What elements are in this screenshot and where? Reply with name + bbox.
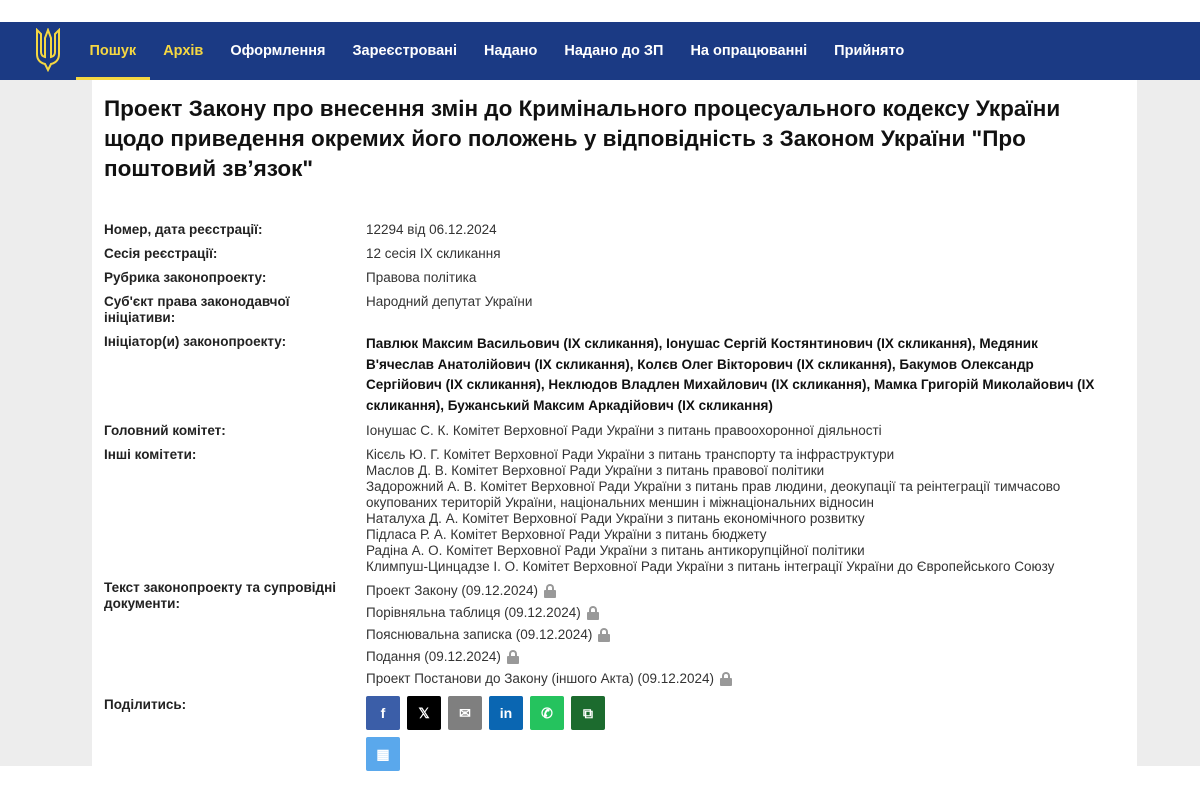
share-buttons: [366, 696, 626, 771]
email-icon: ✉: [459, 704, 471, 721]
facebook-icon: f: [380, 705, 386, 721]
linkedin-share-button[interactable]: [489, 696, 523, 730]
nav-item[interactable]: Архів: [163, 43, 204, 59]
document-title[interactable]: Пояснювальна записка (09.12.2024): [366, 627, 593, 642]
field-value: [366, 580, 1104, 690]
committee-item: Кісєль Ю. Г. Комітет Верховної Ради України з питань транспорту та інфраструктури: [366, 447, 895, 462]
committee-item: Маслов Д. В. Комітет Верховної Ради України з питань правової політики: [366, 463, 825, 478]
field-row: [104, 334, 1104, 416]
field-label: Ініціатор(и) законопроекту:: [104, 334, 287, 349]
document-title[interactable]: Порівняльна таблиця (09.12.2024): [366, 605, 581, 620]
field-label: Суб'єкт права законодавчої ініціативи:: [104, 294, 290, 325]
field-label: Інші комітети:: [104, 447, 197, 462]
qr-code-share-button[interactable]: [366, 737, 400, 771]
committee-item: Підласа Р. А. Комітет Верховної Ради України з питань бюджету: [366, 527, 767, 542]
field-value: 12 сесія IX скликання: [366, 246, 501, 261]
field-value: Народний депутат України: [366, 294, 533, 309]
field-value: Іонушас С. К. Комітет Верховної Ради України з питань правоохоронної діяльності: [366, 423, 882, 438]
linkedin-icon: in: [499, 705, 513, 721]
whatsapp-share-button[interactable]: [530, 696, 564, 730]
trident-logo-icon[interactable]: [34, 28, 62, 72]
nav-item[interactable]: Надано до ЗП: [564, 43, 664, 59]
top-navbar: [0, 22, 1200, 80]
document-title[interactable]: Проект Закону (09.12.2024): [366, 583, 538, 598]
document-link[interactable]: [366, 668, 1104, 690]
field-row: [104, 222, 1104, 238]
email-share-button[interactable]: [448, 696, 482, 730]
lock-icon: [720, 672, 732, 686]
nav-item[interactable]: На опрацюванні: [690, 43, 808, 59]
nav-item[interactable]: Прийнято: [834, 43, 905, 59]
field-row: [104, 294, 1104, 326]
lock-icon: [598, 628, 610, 642]
committee-item: Задорожний А. В. Комітет Верховної Ради України з питань прав людини, деокупації та реінтеграції тимчасово окупованих територій України, національних меншин і міжнаціональних відносин: [366, 479, 1061, 510]
document-link[interactable]: [366, 602, 1104, 624]
field-label: Текст законопроекту та супровідні документи:: [104, 580, 336, 611]
field-row: [104, 423, 1104, 439]
nav-item[interactable]: Оформлення: [230, 43, 326, 59]
field-label: Номер, дата реєстрації:: [104, 222, 263, 237]
field-value: 12294 від 06.12.2024: [366, 222, 497, 237]
lock-icon: [507, 650, 519, 664]
copy-share-button[interactable]: [571, 696, 605, 730]
field-value: Правова політика: [366, 270, 477, 285]
lock-icon: [544, 584, 556, 598]
nav-item[interactable]: Пошук: [76, 22, 150, 80]
bill-title: Проект Закону про внесення змін до Кримінального процесуального кодексу України щодо приведення окремих його положень у відповідність з Законом України "Про поштовий зв’язок": [104, 96, 1061, 181]
nav-item[interactable]: Зареєстровані: [352, 43, 457, 59]
field-value: Павлюк Максим Васильович (IX скликання), Іонушас Сергій Костянтинович (IX скликання), Медяник В'ячеслав Анатолійович (IX скликання), Колєв Олег Вікторович (IX скликання), Бакумов Олександр Сергійович (IX скликання), Неклюдов Владлен Михайлович (IX скликання), Мамка Григорій Миколайович (IX скликання), Бужанський Максим Аркадійович (IX скликання): [366, 336, 1095, 413]
committee-item: Радіна А. О. Комітет Верховної Ради України з питань антикорупційної політики: [366, 543, 865, 558]
copy-icon: ⧉: [583, 704, 593, 721]
facebook-share-button[interactable]: [366, 696, 400, 730]
field-label: Сесія реєстрації:: [104, 246, 218, 261]
field-label: Рубрика законопроекту:: [104, 270, 267, 285]
committee-item: Наталуха Д. А. Комітет Верховної Ради України з питань економічного розвитку: [366, 511, 865, 526]
nav-item[interactable]: Надано: [483, 43, 538, 59]
field-label: Головний комітет:: [104, 423, 226, 438]
document-title[interactable]: Проект Постанови до Закону (іншого Акта) (09.12.2024): [366, 671, 715, 686]
documents-row: [104, 580, 1104, 690]
field-value: [366, 447, 1104, 575]
other-committees-row: [104, 447, 1104, 575]
document-link[interactable]: [366, 646, 1104, 668]
document-link[interactable]: [366, 624, 1104, 646]
lock-icon: [587, 606, 599, 620]
committee-item: Климпуш-Цинцадзе І. О. Комітет Верховної Ради України з питань інтеграції України до Європейського Союзу: [366, 559, 1055, 574]
document-link[interactable]: [366, 580, 1104, 602]
field-label: Поділитись:: [104, 697, 187, 712]
field-row: [104, 270, 1104, 286]
whatsapp-icon: ✆: [541, 704, 553, 721]
x-icon: 𝕏: [418, 704, 430, 721]
qr-code-icon: ▦: [376, 745, 390, 762]
field-row: [104, 246, 1104, 262]
x-share-button[interactable]: [407, 696, 441, 730]
document-title[interactable]: Подання (09.12.2024): [366, 649, 501, 664]
